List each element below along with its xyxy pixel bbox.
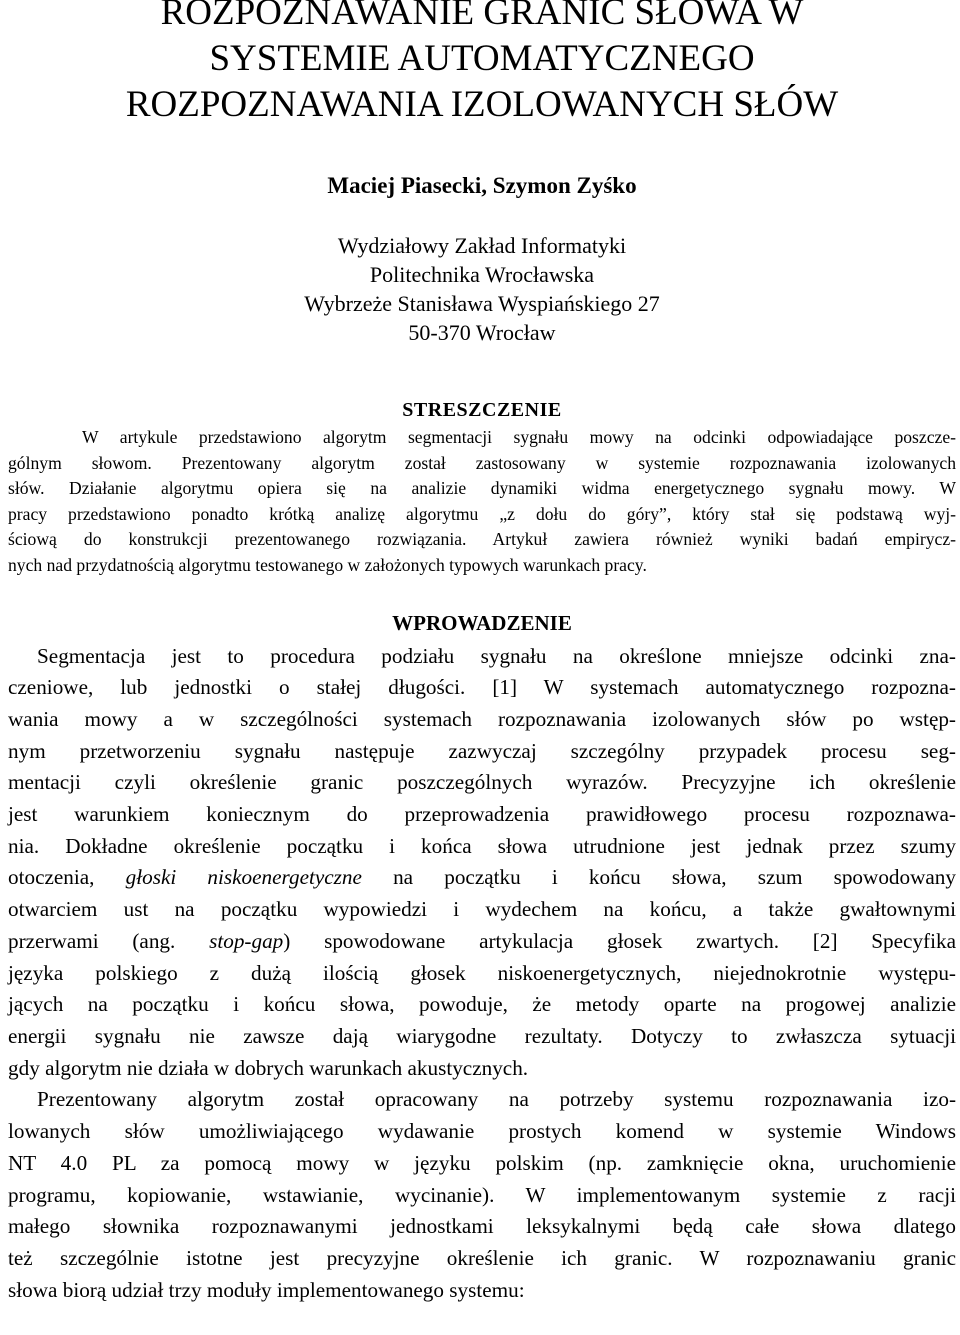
affiliation-line: Politechnika Wrocławska [369,262,595,287]
body-line: Prezentowany algorytm został opracowany na potrzeby systemu rozpoznawania izo- [37,1087,956,1112]
abstract-text [8,425,956,579]
body-line [8,926,956,958]
body-line: programu, kopiowanie, wstawianie, wycinanie). W implementowanym systemie z racji [8,1182,956,1207]
affiliation-line: Wydziałowy Zakład Informatyki [337,233,627,258]
body-line: lowanych słów umożliwiającego wydawanie prostych komend w systemie Windows [8,1119,956,1144]
body-line: wania mowy a w szczególności systemach rozpoznawania izolowanych słów po wstęp- [8,706,956,731]
body-text: ) spowodowane artykulacja głosek zwartych. [2] Specyfika [283,928,956,953]
body-line: jest warunkiem koniecznym do przeprowadzenia prawidłowego procesu rozpoznawa- [8,802,956,827]
abstract-line: słów. Działanie algorytmu opiera się na analizie dynamiki widma energetycznego sygnału mowy. W [8,478,956,499]
body-line: NT 4.0 PL za pomocą mowy w języku polskim (np. zamknięcie okna, uruchomienie [8,1150,956,1175]
affiliation [8,231,956,347]
body-line: nia. Dokładne określenie początku i końca słowa utrudnione jest jednak przez szumy [8,833,956,858]
abstract-line: ściową do konstrukcji prezentowanego rozwiązania. Artykuł zawiera również wyniki badań empirycz- [8,529,956,550]
authors: Maciej Piasecki, Szymon Zyśko [327,173,637,198]
italic-term: głoski niskoenergetyczne [125,865,362,890]
body-line [8,862,956,894]
affiliation-line: Wybrzeże Stanisława Wyspiańskiego 27 [304,291,660,316]
body-line: energii sygnału nie zawsze dają wiarygodne rezultaty. Dotyczy to zwłaszcza sytuacji [8,1024,956,1048]
body-line: gdy algorytm nie działa w dobrych warunkach akustycznych. [8,1055,529,1080]
body-text: na początku i końcu słowa, szum spowodowany [361,865,956,890]
body-text: przerwami (ang. [8,928,210,953]
abstract-line: nych nad przydatnością algorytmu testowanego w założonych typowych warunkach pracy. [8,554,647,575]
abstract-line: pracy przedstawiono ponadto krótką analizę algorytmu „z dołu do góry”, który stał się podstawą wyj- [8,503,956,524]
title-line: ROZPOZNAWANIE GRANIC SŁOWA W [160,0,804,33]
intro-paragraph-2 [8,1084,956,1306]
paper-title [8,0,956,128]
body-line: też szczególnie istotne jest precyzyjne określenie ich granic. W rozpoznawaniu granic [8,1245,956,1270]
body-line: mentacji czyli określenie granic poszczególnych wyrazów. Precyzyjne ich określenie [8,770,956,795]
paper-page [8,0,956,1306]
body-line: języka polskiego z dużą ilością głosek niskoenergetycznych, niejednokrotnie występu- [8,960,956,985]
body-text: otoczenia, [8,865,126,890]
intro-paragraph-1 [8,641,956,1085]
body-line: małego słownika rozpoznawanymi jednostkami leksykalnymi będą całe słowa dlatego [8,1214,956,1239]
body-line: Segmentacja jest to procedura podziału sygnału na określone mniejsze odcinki zna- [37,643,956,668]
abstract-heading: STRESZCZENIE [402,399,562,421]
body-line: otwarciem ust na początku wypowiedzi i wydechem na końcu, a także gwałtownymi [8,897,956,922]
title-line: SYSTEMIE AUTOMATYCZNEGO [209,38,755,79]
title-line: ROZPOZNAWANIA IZOLOWANYCH SŁÓW [125,84,839,125]
abstract-line: W artykule przedstawiono algorytm segmentacji sygnału mowy na odcinki odpowiadające poszcze- [82,427,956,447]
abstract-line: gólnym słowom. Prezentowany algorytm został zastosowany w systemie rozpoznawania izolowanych [8,452,956,473]
body-line: jących na początku i końcu słowa, powoduje, że metody oparte na progowej analizie [8,992,956,1017]
affiliation-line: 50-370 Wrocław [408,320,556,345]
body-line: czeniowe, lub jednostki o stałej długości. [1] W systemach automatycznego rozpozna- [8,675,956,700]
italic-term: stop-gap [209,928,284,953]
section-heading-intro: WPROWADZENIE [392,610,572,635]
body-line: słowa biorą udział trzy moduły implementowanego systemu: [8,1277,525,1302]
body-line: nym przetworzeniu sygnału następuje zazwyczaj szczególny przypadek procesu seg- [8,738,956,763]
